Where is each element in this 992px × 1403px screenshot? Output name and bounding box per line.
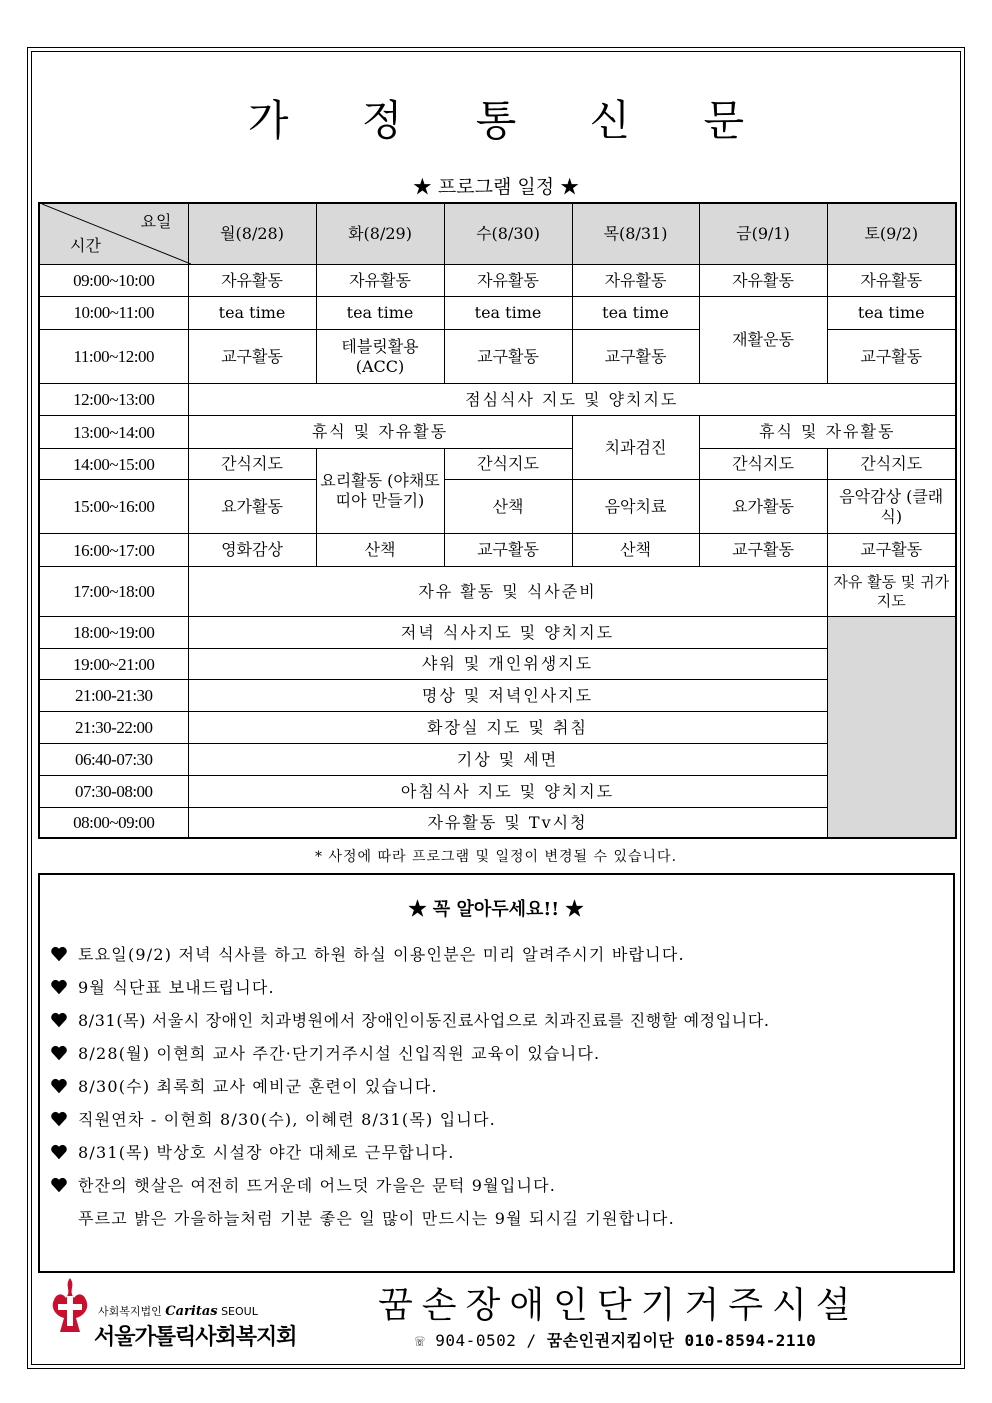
activity-cell: 휴식 및 자유활동 (699, 416, 956, 449)
notice-text: 8/31(목) 박상호 시설장 야간 대체로 근무합니다. (78, 1143, 455, 1162)
corner-time-label: 시간 (70, 236, 101, 256)
table-row (39, 384, 956, 416)
activity-cell: 음악감상 (클래식) (827, 480, 956, 534)
day-header: 목(8/31) (572, 203, 699, 265)
activity-cell: 교구활동 (572, 330, 699, 384)
logo-brand: Caritas (165, 1304, 218, 1319)
activity-cell: 자유활동 (444, 265, 572, 297)
day-header: 화(8/29) (316, 203, 444, 265)
header-row (39, 203, 956, 265)
activity-cell: 자유 활동 및 귀가지도 (827, 567, 956, 617)
time-cell: 21:30-22:00 (39, 712, 188, 744)
activity-cell: 간식지도 (188, 449, 316, 480)
contact-line (415, 1328, 816, 1351)
table-row (39, 617, 956, 649)
list-item (50, 970, 950, 1003)
table-row (39, 480, 956, 534)
activity-cell: 요가활동 (188, 480, 316, 534)
table-row (39, 712, 956, 744)
facility-name: 꿈손장애인단기거주시설 (378, 1285, 860, 1326)
day-header: 월(8/28) (188, 203, 316, 265)
table-row (39, 776, 956, 808)
activity-cell: 산책 (316, 534, 444, 567)
logo-suffix: SEOUL (221, 1305, 258, 1318)
activity-cell: 자유활동 (572, 265, 699, 297)
notice-list (50, 937, 950, 1234)
activity-cell: 교구활동 (827, 330, 956, 384)
day-header: 금(9/1) (699, 203, 827, 265)
time-cell: 21:00-21:30 (39, 680, 188, 712)
heart-icon (50, 1011, 68, 1029)
activity-cell: tea time (827, 297, 956, 330)
notice-text: 8/28(월) 이현희 교사 주간·단기거주시설 신입직원 교육이 있습니다. (78, 1044, 601, 1063)
notice-text: 토요일(9/2) 저녁 식사를 하고 하원 하실 이용인분은 미리 알려주시기 바랍니다. (78, 945, 685, 964)
time-cell: 10:00~11:00 (39, 297, 188, 330)
activity-cell: 교구활동 (699, 534, 827, 567)
activity-cell: 화장실 지도 및 취침 (188, 712, 827, 744)
activity-cell: 아침식사 지도 및 양치지도 (188, 776, 827, 808)
logo-subtitle (98, 1303, 258, 1319)
time-cell: 13:00~14:00 (39, 416, 188, 449)
time-cell: 09:00~10:00 (39, 265, 188, 297)
activity-cell: 테블릿활용 (ACC) (316, 330, 444, 384)
table-row (39, 449, 956, 480)
activity-cell: 간식지도 (699, 449, 827, 480)
heart-icon (50, 1044, 68, 1062)
activity-cell: 샤워 및 개인위생지도 (188, 649, 827, 680)
activity-cell: 교구활동 (444, 534, 572, 567)
logo-title: 서울가톨릭사회복지회 (94, 1325, 297, 1350)
activity-cell: 간식지도 (827, 449, 956, 480)
list-item (50, 1102, 950, 1135)
activity-cell: 점심식사 지도 및 양치지도 (188, 384, 956, 416)
activity-cell: 간식지도 (444, 449, 572, 480)
list-item (50, 1168, 950, 1201)
activity-cell: 음악치료 (572, 480, 699, 534)
activity-cell: 교구활동 (444, 330, 572, 384)
activity-cell: tea time (444, 297, 572, 330)
logo-prefix: 사회복지법인 (98, 1305, 162, 1318)
activity-cell: 교구활동 (188, 330, 316, 384)
notice-text: 8/31(목) 서울시 장애인 치과병원에서 장애인이동진료사업으로 치과진료를 진행할 예정입니다. (78, 1011, 770, 1030)
time-cell: 18:00~19:00 (39, 617, 188, 649)
time-cell: 06:40-07:30 (39, 744, 188, 776)
activity-cell: 요가활동 (699, 480, 827, 534)
heart-icon (50, 945, 68, 963)
list-item (50, 1003, 950, 1036)
activity-cell: 자유 활동 및 식사준비 (188, 567, 827, 617)
activity-cell: 자유활동 및 Tv시청 (188, 808, 827, 838)
heart-icon (50, 978, 68, 996)
notice-text: 9월 식단표 보내드립니다. (78, 978, 275, 997)
phone-number: 904-0502 / (435, 1331, 537, 1350)
table-row (39, 649, 956, 680)
notice-closing: 푸르고 밝은 가을하늘처럼 기분 좋은 일 많이 만드시는 9월 되시길 기원합니다. (78, 1209, 675, 1228)
gray-cell (827, 617, 956, 838)
table-row (39, 265, 956, 297)
time-cell: 07:30-08:00 (39, 776, 188, 808)
activity-cell: 산책 (444, 480, 572, 534)
table-row (39, 567, 956, 617)
table-row (39, 680, 956, 712)
heart-icon (50, 1143, 68, 1161)
notice-text: 직원연차 - 이현희 8/30(수), 이혜련 8/31(목) 입니다. (78, 1110, 496, 1129)
activity-cell: 재활운동 (699, 297, 827, 384)
notice-heading: ★ 꼭 알아두세요!! ★ (408, 899, 584, 920)
activity-cell: tea time (188, 297, 316, 330)
activity-cell: tea time (316, 297, 444, 330)
table-row (39, 808, 956, 838)
list-item (50, 1201, 950, 1234)
time-cell: 16:00~17:00 (39, 534, 188, 567)
time-cell: 08:00~09:00 (39, 808, 188, 838)
activity-cell: 자유활동 (827, 265, 956, 297)
day-header: 수(8/30) (444, 203, 572, 265)
rights-contact: 꿈손인권지킴이단 010-8594-2110 (546, 1331, 817, 1350)
activity-cell: 산책 (572, 534, 699, 567)
schedule-table (38, 202, 957, 839)
list-item (50, 1036, 950, 1069)
schedule-heading: ★ 프로그램 일정 ★ (412, 176, 580, 198)
activity-cell: 치과검진 (572, 416, 699, 480)
activity-cell: 저녁 식사지도 및 양치지도 (188, 617, 827, 649)
list-item (50, 937, 950, 970)
table-row (39, 744, 956, 776)
heart-icon (50, 1176, 68, 1194)
activity-cell: 요리활동 (야채또띠아 만들기) (316, 449, 444, 534)
list-item (50, 1069, 950, 1102)
corner-day-label: 요일 (140, 212, 172, 232)
notice-text: 한잔의 햇살은 여전히 뜨거운데 어느덧 가을은 문턱 9월입니다. (78, 1176, 557, 1195)
time-cell: 17:00~18:00 (39, 567, 188, 617)
corner-cell (39, 203, 188, 265)
heart-icon (50, 1077, 68, 1095)
table-row (39, 297, 956, 330)
activity-cell: 휴식 및 자유활동 (188, 416, 572, 449)
caritas-flame-icon (46, 1276, 94, 1334)
activity-cell: 명상 및 저녁인사지도 (188, 680, 827, 712)
time-cell: 19:00~21:00 (39, 649, 188, 680)
activity-cell: 자유활동 (699, 265, 827, 297)
notice-text: 8/30(수) 최록희 교사 예비군 훈련이 있습니다. (78, 1077, 438, 1096)
time-cell: 11:00~12:00 (39, 330, 188, 384)
time-cell: 12:00~13:00 (39, 384, 188, 416)
time-cell: 14:00~15:00 (39, 449, 188, 480)
table-row (39, 416, 956, 449)
day-header: 토(9/2) (827, 203, 956, 265)
activity-cell: 영화감상 (188, 534, 316, 567)
page-title: 가 정 통 신 문 (247, 96, 775, 145)
list-item (50, 1135, 950, 1168)
time-cell: 15:00~16:00 (39, 480, 188, 534)
heart-icon (50, 1110, 68, 1128)
activity-cell: 자유활동 (188, 265, 316, 297)
logo (46, 1276, 316, 1350)
activity-cell: 교구활동 (827, 534, 956, 567)
phone-icon: ☏ (415, 1331, 426, 1350)
schedule-note: * 사정에 따라 프로그램 및 일정이 변경될 수 있습니다. (314, 849, 678, 865)
table-row (39, 534, 956, 567)
activity-cell: tea time (572, 297, 699, 330)
activity-cell: 자유활동 (316, 265, 444, 297)
activity-cell: 기상 및 세면 (188, 744, 827, 776)
